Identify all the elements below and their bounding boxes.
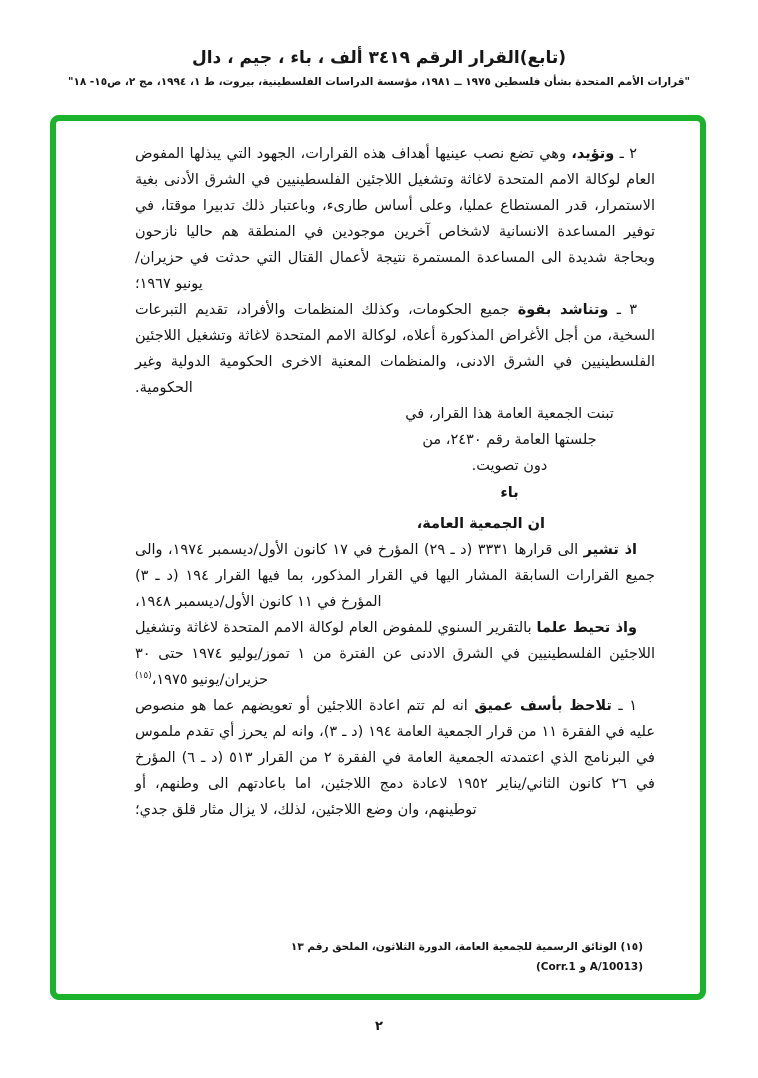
preamble-noting [135,615,655,693]
preamble-recalling [135,537,655,615]
assembly-opening: ان الجمعية العامة، [416,516,545,532]
paragraph-1-number: ١ ـ [618,698,638,714]
footnote-line-source: (١٥) الوثائق الرسمية للجمعية العامة، الدورة الثلاثون، الملحق رقم ١٣ [290,941,643,953]
paragraph-3 [135,297,655,401]
page-title: (تابع)القرار الرقم ٣٤١٩ ألف ، باء ، جيم ، دال [191,48,567,68]
recalling-lead: اذ تشير [583,542,638,558]
paragraph-2-number: ٢ ـ [619,146,638,162]
noting-lead: واذ تحيط علما [536,620,638,636]
operative-paragraph-1 [135,693,655,823]
paragraph-2-lead: وتؤيد، [571,146,615,162]
section-letter-b: باء [500,485,519,501]
footnote-line-document: (A/10013 و Corr.1) [535,961,643,973]
paragraph-2 [135,141,655,297]
highlight-frame [50,115,706,1000]
adoption-note-line: تبنت الجمعية العامة هذا القرار، في [405,406,614,422]
adoption-note-line: دون تصويت. [471,458,548,474]
document-header [0,48,758,88]
paragraph-3-lead: وتناشد بقوة [517,302,609,318]
paragraph-1-lead: تلاحظ بأسف عميق [474,698,612,714]
paragraph-3-text: جميع الحكومات، وكذلك المنظمات والأفراد، تقديم التبرعات السخية، من أجل الأغراض المذكورة أعلاه، لوكالة الامم المتحدة لاغاثة وتشغيل اللاجئين الفلسطينيين في الشرق الادنى، والمنظمات المعنية الاخرى الحكومية الدولية وغير الحكومية. [135,302,655,396]
adoption-note-line: جلستها العامة رقم ٢٤٣٠، من [422,432,597,448]
source-citation: "قرارات الأمم المتحدة بشأن فلسطين ١٩٧٥ ــ ١٩٨١، مؤسسة الدراسات الفلسطينية، بيروت، ط ١، ١٩٩٤، مج ٢، ص١٥- ١٨" [67,76,691,88]
adoption-note [392,401,627,479]
footnote [291,937,643,977]
footnote-ref: (١٥) [135,671,152,682]
document-content [135,141,655,823]
paragraph-1-text: انه لم تتم اعادة اللاجئين أو تعويضهم عما هو منصوص عليه في الفقرة ١١ من قرار الجمعية العامة ١٩٤ (د ـ ٣)، وانه لم يحرز أي تقدم ملموس في البرنامج الذي اعتمدته الجمعية العامة في الفقرة ٢ من القرار ٥١٣ (د ـ ٦) المؤرخ في ٢٦ كانون الثاني/يناير ١٩٥٢ لاعادة دمج اللاجئين، اما باعادتهم الى وطنهم، أو توطينهم، وان وضع اللاجئين، لذلك، لا يزال مثار قلق جدي؛ [135,698,655,818]
recalling-text: الى قرارها ٣٣٣١ (د ـ ٢٩) المؤرخ في ١٧ كانون الأول/ديسمبر ١٩٧٤، والى جميع القرارات السابقة المشار اليها في القرار المذكور، بما فيها القرار ١٩٤ (د ـ ٣) المؤرخ في ١١ كانون الأول/ديسمبر ١٩٤٨، [135,542,655,610]
page-number: ٢ [375,1019,383,1034]
noting-text: بالتقرير السنوي للمفوض العام لوكالة الامم المتحدة لاغاثة وتشغيل اللاجئين الفلسطينيين في الشرق الادنى عن الفترة من ١ تموز/يوليو ١٩٧٤ حتى ٣٠ حزيران/يونيو ١٩٧٥، [135,620,655,688]
paragraph-3-number: ٣ ـ [616,302,638,318]
paragraph-2-text: وهي تضع نصب عينيها أهداف هذه القرارات، الجهود التي يبذلها المفوض العام لوكالة الامم المتحدة لاغاثة وتشغيل اللاجئين الفلسطينيين في الشرق الأدنى بغية الاستمرار، قدر المستطاع عمليا، وعلى أساس طارىء، وباعتبار ذلك تدبيرا موقتا، في توفير المساعدة الانسانية لاشخاص آخرين موجودين في المنطقة هم حاليا نازحون وبحاجة شديدة الى المساعدة المستمرة نتيجة لأعمال القتال التي حدثت في حزيران/يونيو ١٩٦٧؛ [135,146,655,292]
